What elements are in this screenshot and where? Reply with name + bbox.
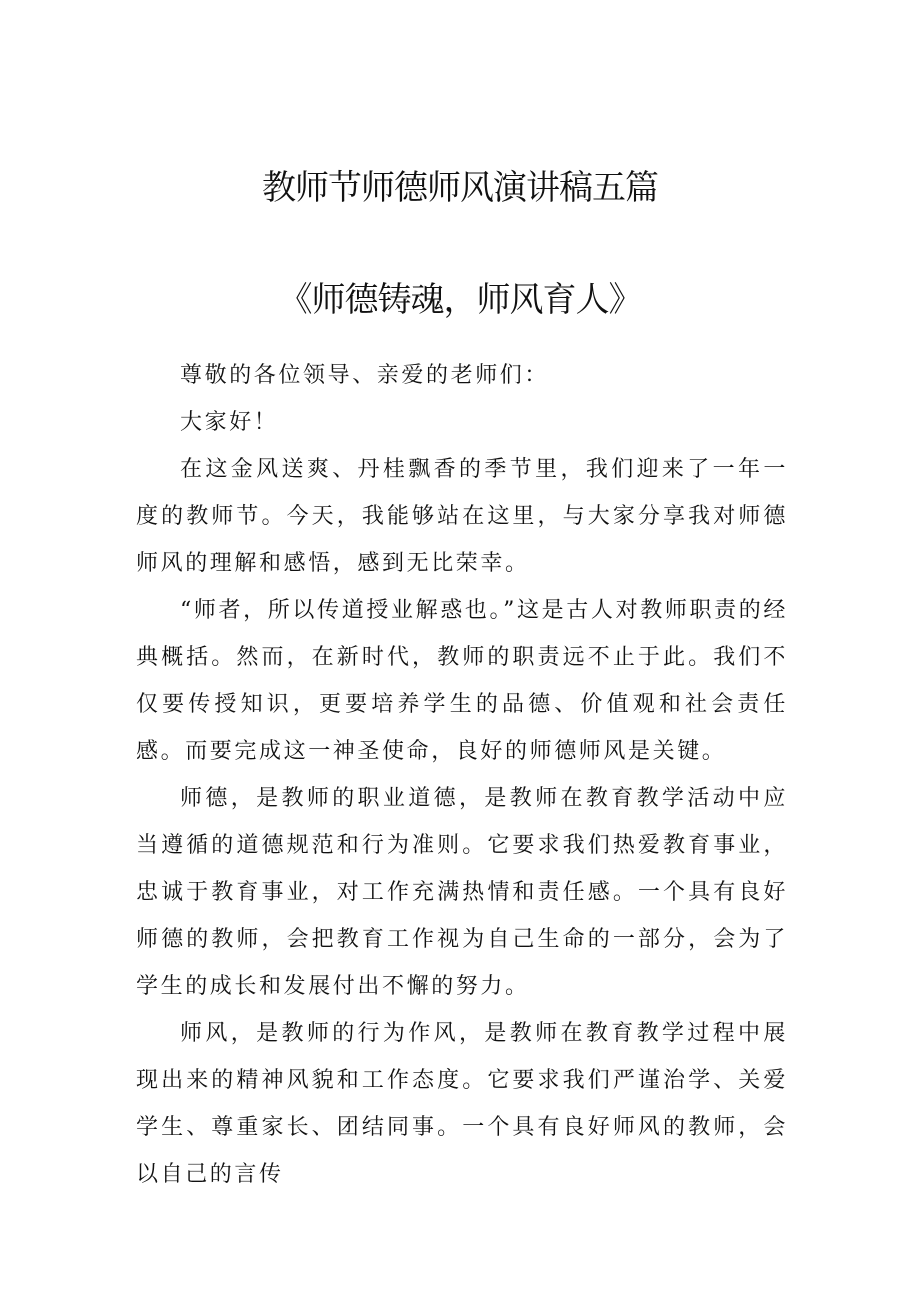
- greeting-paragraph: 大家好！: [180, 410, 279, 435]
- document-subtitle: 《师德铸魂，师风育人》: [278, 280, 642, 320]
- body-paragraph: 师德，是教师的职业道德，是教师在教育教学活动中应当遵循的道德规范和行为准则。它要求我们热爱教育事业，忠诚于教育事业，对工作充满热情和责任感。一个具有良好师德的教师，会把教育工作视为自己生命的一部分，会为了学生的成长和发展付出不懈的努力。: [136, 786, 788, 999]
- body-paragraph: 在这金风送爽、丹桂飘香的季节里，我们迎来了一年一度的教师节。今天，我能够站在这里，与大家分享我对师德师风的理解和感悟，感到无比荣幸。: [136, 457, 788, 576]
- document-body: [136, 352, 788, 1198]
- salutation-paragraph: 尊敬的各位领导、亲爱的老师们：: [180, 363, 550, 388]
- document-title: 教师节师德师风演讲稿五篇: [262, 168, 658, 208]
- body-paragraph: “师者，所以传道授业解惑也。”这是古人对教师职责的经典概括。然而，在新时代，教师的职责远不止于此。我们不仅要传授知识，更要培养学生的品德、价值观和社会责任感。而要完成这一神圣使命，良好的师德师风是关键。: [136, 598, 788, 764]
- body-paragraph: 师风，是教师的行为作风，是教师在教育教学过程中展现出来的精神风貌和工作态度。它要求我们严谨治学、关爱学生、尊重家长、团结同事。一个具有良好师风的教师，会以自己的言传: [136, 1021, 788, 1187]
